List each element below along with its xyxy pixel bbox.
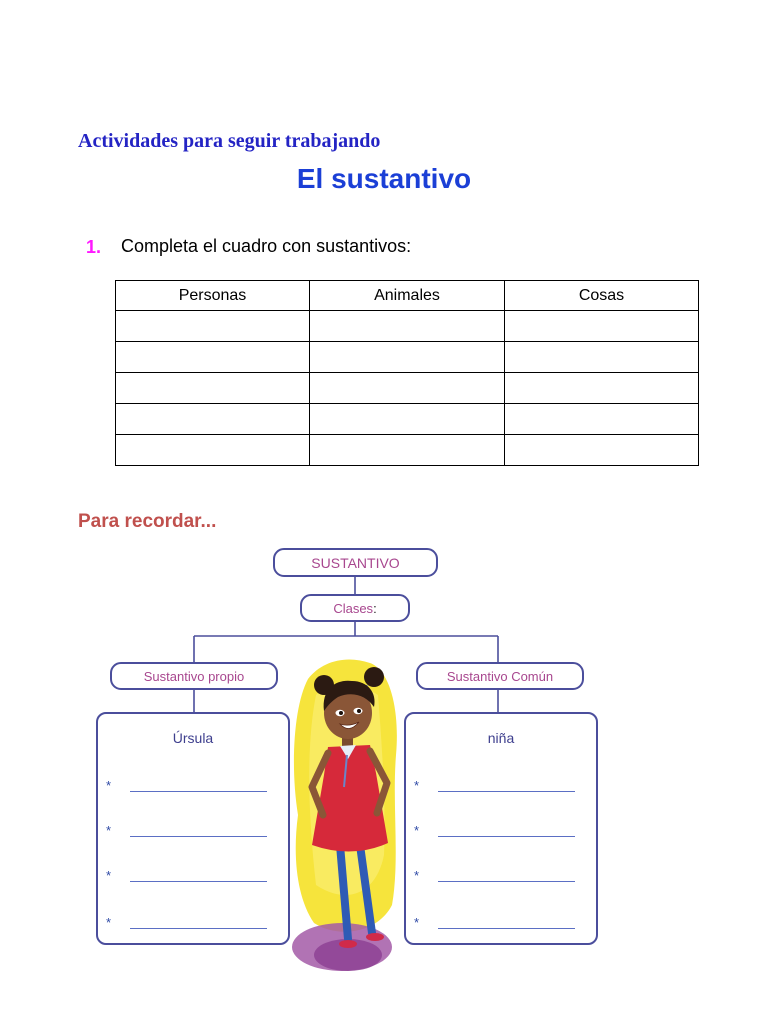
proper-noun-panel [96,712,290,945]
worksheet-title: El sustantivo [296,163,472,194]
common-noun-example: niña [487,730,515,746]
table-cell [310,311,505,342]
blank-line [438,881,575,882]
table-cell [505,311,699,342]
table-row [116,435,699,466]
table-cell [310,404,505,435]
diagram-root-label: SUSTANTIVO [311,554,400,571]
bullet-star: * [414,915,420,930]
nouns-table [115,280,699,466]
blank-line [438,836,575,837]
blank-line-row [406,913,596,933]
table-cell [505,435,699,466]
proper-noun-example: Úrsula [172,730,214,746]
table-cell [116,311,310,342]
diagram-root-box [273,548,438,577]
common-noun-panel [404,712,598,945]
table-cell [116,404,310,435]
bullet-star: * [106,823,112,838]
table-cell [116,373,310,404]
proper-noun-label: Sustantivo propio [143,668,245,684]
diagram-classes-box [300,594,410,622]
exercise-instruction: Completa el cuadro con sustantivos: [121,236,412,256]
column-header-personas: Personas [116,281,310,311]
bullet-star: * [106,778,112,793]
blank-line [130,881,267,882]
column-header-cosas: Cosas [505,281,699,311]
table-row [116,311,699,342]
blank-line-row [98,821,288,841]
table-row [116,342,699,373]
table-cell [310,342,505,373]
table-header-row [116,281,699,311]
table-row [116,373,699,404]
diagram-classes-colon: : [373,600,377,616]
blank-line [438,791,575,792]
blank-line-row [406,776,596,796]
blank-line-row [98,913,288,933]
bullet-star: * [414,778,420,793]
diagram-classes-label: Clases [333,600,374,616]
blank-line-row [98,776,288,796]
table-cell [116,435,310,466]
girl-illustration [286,655,401,975]
blank-line-row [406,821,596,841]
bullet-star: * [414,868,420,883]
bullet-star: * [414,823,420,838]
blank-line-row [98,866,288,886]
common-noun-label: Sustantivo Común [446,668,554,684]
proper-noun-box [110,662,278,690]
blank-line [130,928,267,929]
blank-line [130,836,267,837]
blank-line [130,791,267,792]
table-cell [505,404,699,435]
blank-line-row [406,866,596,886]
table-cell [310,435,505,466]
column-header-animales: Animales [310,281,505,311]
table-cell [505,373,699,404]
table-row [116,404,699,435]
worksheet-subtitle: Actividades para seguir trabajando [78,130,381,152]
table-cell [310,373,505,404]
blank-line [438,928,575,929]
table-cell [505,342,699,373]
table-cell [116,342,310,373]
exercise-number: 1. [86,237,102,257]
common-noun-box [416,662,584,690]
bullet-star: * [106,915,112,930]
bullet-star: * [106,868,112,883]
reminder-heading: Para recordar... [78,511,217,532]
